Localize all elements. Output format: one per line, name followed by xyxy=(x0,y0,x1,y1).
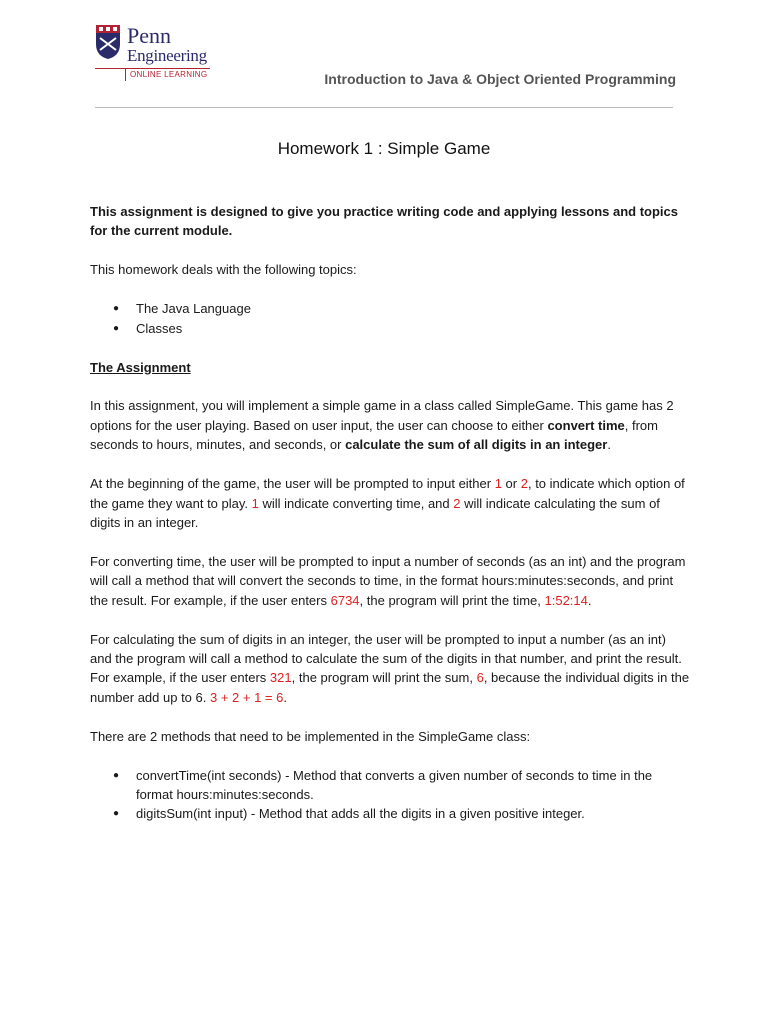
assignment-paragraph-2 xyxy=(90,474,690,532)
text-span: . xyxy=(607,437,611,453)
header-divider xyxy=(95,107,673,108)
page-title: Homework 1 : Simple Game xyxy=(277,139,491,158)
highlight-value: 2 xyxy=(520,476,528,492)
intro-paragraph: This assignment is designed to give you practice writing code and applying lessons and topics for the current module. xyxy=(90,204,679,239)
bold-text: calculate the sum of all digits in an integer xyxy=(345,437,608,453)
penn-shield-icon xyxy=(95,24,121,60)
logo-penn-text: Penn xyxy=(127,23,171,48)
highlight-value: 1 xyxy=(251,495,259,511)
text-span: , the program will print the time, xyxy=(359,592,545,608)
logo-engineering-text: Engineering xyxy=(127,46,207,65)
text-span: . xyxy=(283,689,287,705)
assignment-paragraph-4 xyxy=(90,630,690,708)
text-span: , the program will print the sum, xyxy=(291,670,477,686)
text-span: will indicate converting time, and xyxy=(258,495,454,511)
topics-intro: This homework deals with the following topics: xyxy=(90,262,357,278)
list-item: ● Classes xyxy=(136,319,690,338)
text-span: will indicate calculating the sum of digits in an integer. xyxy=(90,495,660,530)
document-body xyxy=(90,202,690,843)
text-span: For calculating the sum of digits in an integer, the user will be prompted to input a number (as an int) and the program will call a method to calculate the sum of the digits in that number, and print the result. For example, if the user enters xyxy=(90,631,682,686)
highlight-value: 321 xyxy=(269,670,292,686)
highlight-value: 3 + 2 + 1 = 6 xyxy=(209,689,284,705)
course-title: Introduction to Java & Object Oriented Programming xyxy=(324,71,676,87)
highlight-value: 1 xyxy=(494,476,502,492)
penn-engineering-logo xyxy=(95,24,215,80)
text-span: , from seconds to hours, minutes, and seconds, or xyxy=(90,417,658,453)
logo-online-learning-text: ONLINE LEARNING xyxy=(125,69,207,81)
highlight-value: 1:52:14 xyxy=(544,592,588,608)
text-span: or xyxy=(501,476,521,492)
highlight-value: 2 xyxy=(453,495,461,511)
list-item: ● The Java Language xyxy=(136,299,690,318)
assignment-paragraph-3 xyxy=(90,552,690,610)
list-item: ● digitsSum(int input) - Method that adds all the digits in a given positive integer. xyxy=(136,804,690,823)
methods-intro: There are 2 methods that need to be implemented in the SimpleGame class: xyxy=(90,728,531,744)
text-span: . xyxy=(587,592,592,608)
text-span: At the beginning of the game, the user will be prompted to input either xyxy=(90,476,495,492)
highlight-value: 6734 xyxy=(330,592,360,608)
text-span: , because the individual digits in the number add up to 6. xyxy=(90,670,690,705)
bold-text: convert time xyxy=(547,417,625,433)
section-heading: The Assignment xyxy=(90,359,191,375)
text-span: In this assignment, you will implement a simple game in a class called SimpleGame. This game has 2 options for the user playing. Based on user input, the user can choose to either xyxy=(90,398,674,433)
assignment-paragraph-1 xyxy=(90,396,690,454)
text-span: For converting time, the user will be prompted to input a number of seconds (as an int) and the program will call a method that will convert the seconds to time, in the format hours:minutes:seconds, and print the result. For example, if the user enters xyxy=(90,553,686,608)
methods-list xyxy=(90,766,690,824)
list-item: ● convertTime(int seconds) - Method that converts a given number of seconds to time in the format hours:minutes:seconds. xyxy=(136,766,690,805)
highlight-value: 6 xyxy=(476,670,484,686)
topics-list xyxy=(90,299,690,338)
text-span: , to indicate which option of the game they want to play. xyxy=(90,476,685,511)
